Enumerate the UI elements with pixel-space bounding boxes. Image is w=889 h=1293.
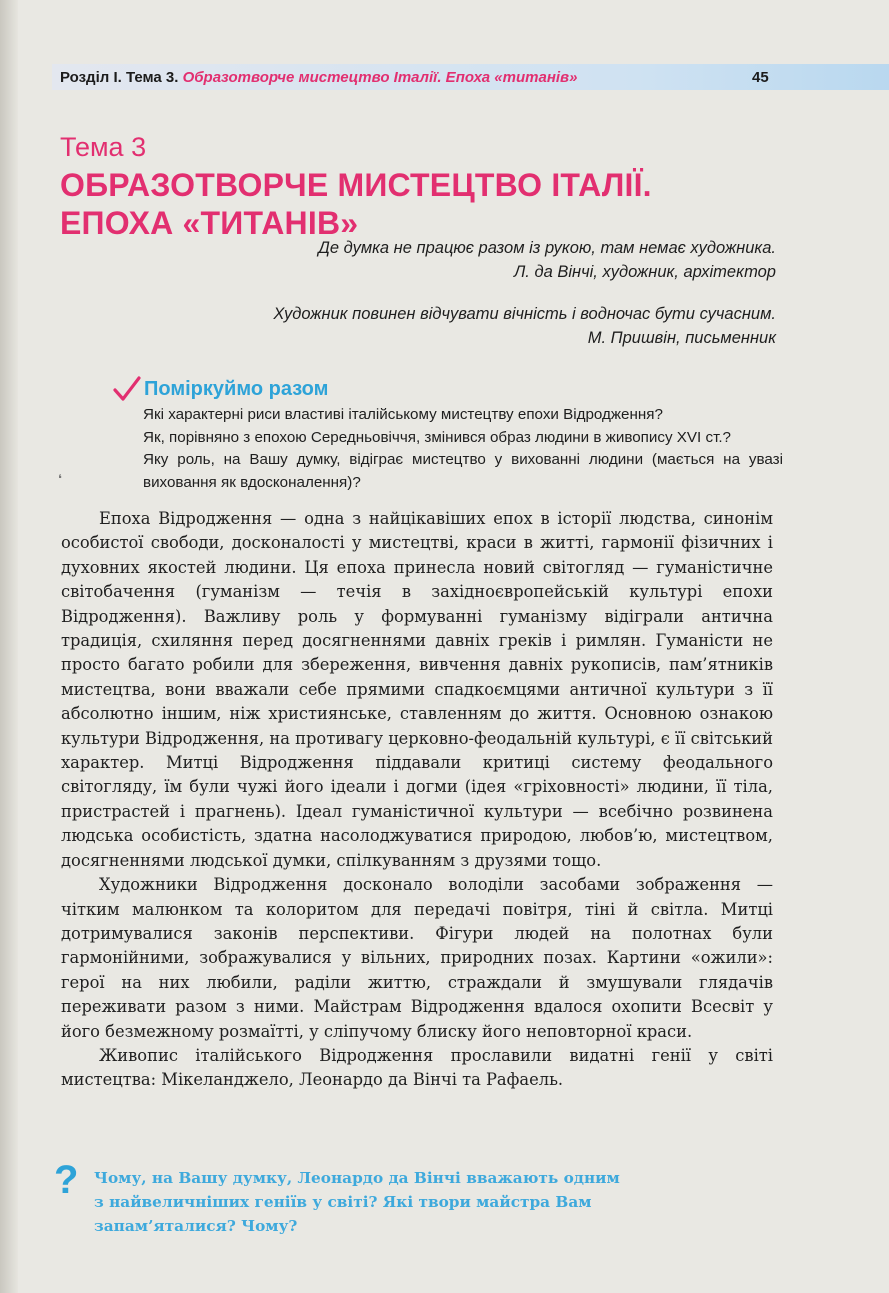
review-question-line: Чому, на Вашу думку, Леонардо да Вінчі вважають одним (94, 1169, 620, 1187)
main-text (61, 507, 773, 1093)
paragraph: Епоха Відродження — одна з найцікавіших епох в історії людства, синонім особистої свободи, досконалості у мистецтві, краси в житті, гармонії фізичних і духовних якостей людини. Ця епоха принесла новий світогляд — гуманістичне світобачення (гуманізм — течія в західноєвропейській культурі епохи Відродження). Важливу роль у формуванні гуманізму відіграли антична традиція, схиляння перед досягненнями давніх греків і римлян. Гуманісти не просто багато робили для збереження, вивчення давніх рукописів, пам’ятників мистецтва, вони вважали себе прямими спадкоємцями античної культури з її абсолютно іншим, ніж християнське, ставленням до життя. Основною ознакою культури Відродження, на противагу церковно-феодальній культурі, є її світський характер. Митці Відродження піддавали критиці систему феодального світогляду, їм були чужі його ідеали і догми (ідея «гріховності» людини, її тіла, пристрастей і прагнень). Ідеал гуманістичної культури — всебічно розвинена людська особистість, здатна насолоджуватися природою, любов’ю, мистецтвом, досягненнями людської думки, спілкуванням з друзями тощо. (61, 509, 774, 870)
page-number: 45 (752, 69, 769, 86)
discuss-questions (143, 404, 783, 494)
discuss-question: Які характерні риси властиві італійському мистецтву епохи Відродження? (143, 406, 663, 423)
page-binding-edge (0, 0, 18, 1293)
review-question-line: запам’яталися? Чому? (94, 1217, 298, 1235)
epigraph-1 (318, 236, 776, 284)
checkmark-icon (112, 374, 142, 404)
epigraph-author: Л. да Вінчі, художник, архітектор (513, 263, 776, 281)
question-mark-icon: ? (54, 1158, 79, 1202)
epigraph-text: Художник повинен відчувати вічність і водночас бути сучасним. (273, 305, 776, 323)
theme-title-line-2: ЕПОХА «ТИТАНІВ» (60, 205, 359, 241)
review-question (94, 1166, 674, 1238)
theme-label: Тема 3 (60, 132, 147, 162)
discuss-question: Як, порівняно з епохою Середньовіччя, змінився образ людини в живопису XVI ст.? (143, 428, 732, 446)
header-title: Образотворче мистецтво Італії. Епоха «титанів» (182, 69, 578, 86)
discuss-title: Поміркуймо разом (144, 378, 329, 400)
running-header (60, 66, 577, 90)
epigraph-text: Де думка не працює разом із рукою, там немає художника. (318, 239, 776, 257)
paragraph: Художники Відродження досконало володіли засобами зображення — чітким малюнком та колоритом для передачі повітря, тіні й світла. Митці дотримувалися законів перспективи. Фігури людей на полотнах були гармонійними, зображувалися у вільних, природних позах. Картини «ожили»: герої на них любили, раділи життю, страждали й змушували глядачів переживати разом з ними. Майстрам Відродження вдалося охопити Всесвіт у його безмежному розмаїтті, у сліпучому блиску його неповторної краси. (61, 875, 773, 1041)
epigraph-2 (273, 302, 776, 350)
theme-title (60, 166, 760, 242)
margin-mark-icon: ❛ (58, 472, 62, 486)
paragraph: Живопис італійського Відродження прославили видатні генії у світі мистецтва: Мікеланджело, Леонардо да Вінчі та Рафаель. (61, 1045, 773, 1090)
review-question-line: з найвеличніших геніїв у світі? Які твори майстра Вам (94, 1193, 592, 1211)
discuss-question: Яку роль, на Вашу думку, відіграє мистецтво у вихованні людини (мається на увазі виховання як вдосконалення)? (143, 451, 783, 491)
epigraph-author: М. Пришвін, письменник (587, 329, 776, 347)
header-section: Розділ І. Тема 3. (60, 69, 179, 86)
theme-title-line-1: ОБРАЗОТВОРЧЕ МИСТЕЦТВО ІТАЛІЇ. (60, 167, 652, 203)
